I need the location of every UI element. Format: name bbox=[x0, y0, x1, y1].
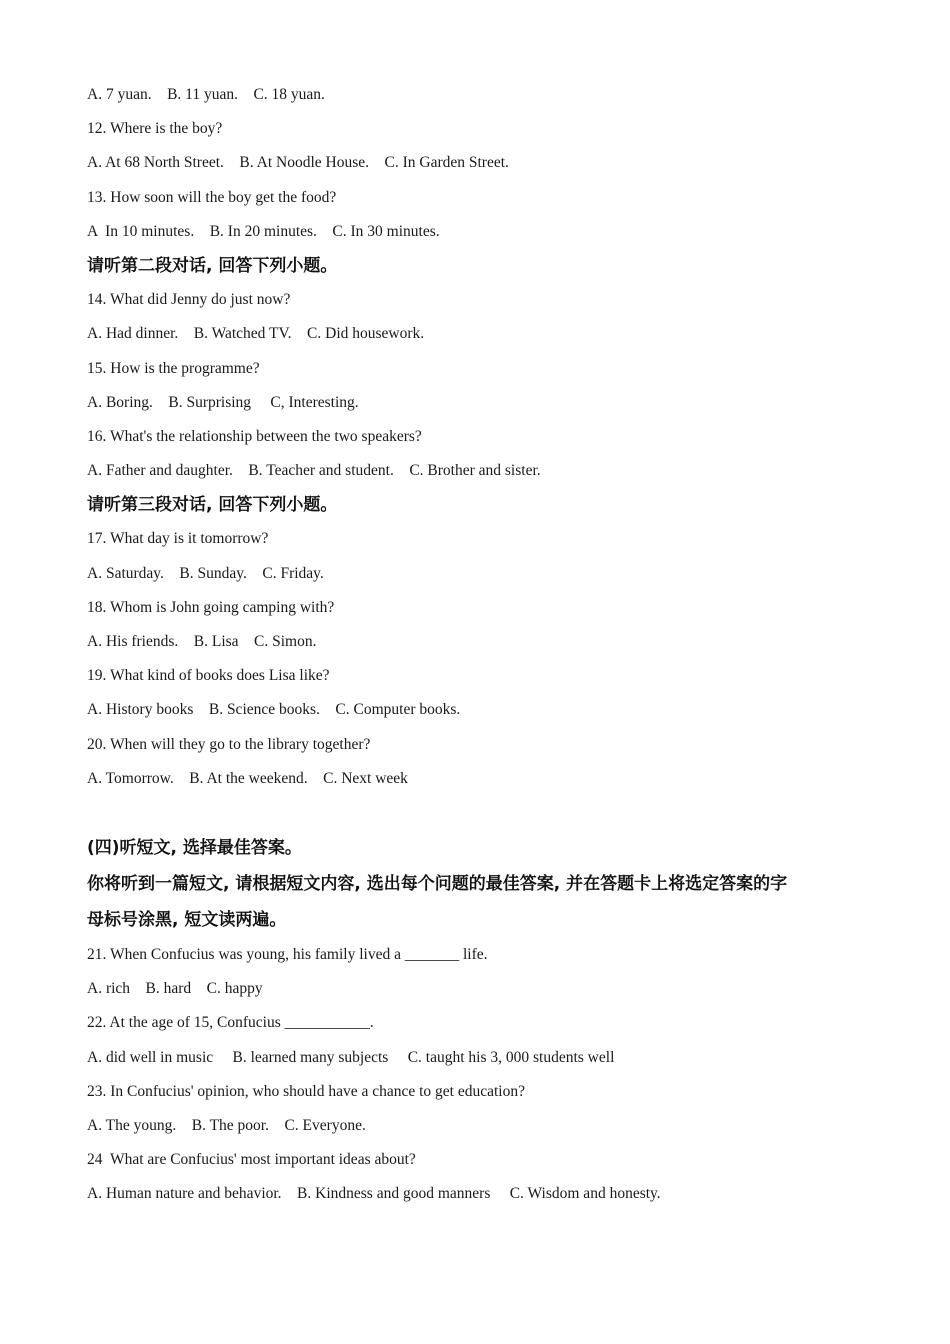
q24-options: A. Human nature and behavior. B. Kindness and good manners C. Wisdom and honesty. bbox=[87, 1185, 661, 1203]
q20-options: A. Tomorrow. B. At the weekend. C. Next week bbox=[87, 769, 408, 787]
q19-question: 19. What kind of books does Lisa like? bbox=[87, 667, 330, 685]
q21-question: 21. When Confucius was young, his family lived a _______ life. bbox=[87, 945, 488, 963]
q14-question: 14. What did Jenny do just now? bbox=[87, 291, 291, 309]
exam-page bbox=[87, 78, 887, 1211]
q21-options: A. rich B. hard C. happy bbox=[87, 980, 263, 998]
section-4-block bbox=[87, 830, 887, 1212]
q12-options: A. At 68 North Street. B. At Noodle House. C. In Garden Street. bbox=[87, 154, 509, 172]
q15-question: 15. How is the programme? bbox=[87, 359, 260, 377]
q12-question: 12. Where is the boy? bbox=[87, 120, 223, 138]
q13-options: A In 10 minutes. B. In 20 minutes. C. In 30 minutes. bbox=[87, 222, 440, 240]
q16-question: 16. What's the relationship between the two speakers? bbox=[87, 427, 422, 445]
q11-options: A. 7 yuan. B. 11 yuan. C. 18 yuan. bbox=[87, 86, 325, 103]
q16-options: A. Father and daughter. B. Teacher and student. C. Brother and sister. bbox=[87, 462, 541, 480]
q17-question: 17. What day is it tomorrow? bbox=[87, 530, 269, 548]
q22-question: 22. At the age of 15, Confucius ___________. bbox=[87, 1014, 374, 1032]
section-4-instruction-line2: 母标号涂黑, 短文读两遍。 bbox=[87, 909, 287, 930]
q20-question: 20. When will they go to the library together? bbox=[87, 735, 371, 753]
q19-options: A. History books B. Science books. C. Computer books. bbox=[87, 701, 461, 719]
dialogue-3-heading: 请听第三段对话, 回答下列小题。 bbox=[87, 495, 338, 516]
q14-options: A. Had dinner. B. Watched TV. C. Did housework. bbox=[87, 325, 425, 343]
section-gap bbox=[87, 796, 887, 830]
q18-options: A. His friends. B. Lisa C. Simon. bbox=[87, 633, 317, 650]
q23-question: 23. In Confucius' opinion, who should have a chance to get education? bbox=[87, 1082, 525, 1100]
q13-question: 13. How soon will the boy get the food? bbox=[87, 188, 337, 206]
section-4-instruction-line1: 你将听到一篇短文, 请根据短文内容, 选出每个问题的最佳答案, 并在答题卡上将选定答案的字 bbox=[87, 873, 788, 894]
q18-question: 18. Whom is John going camping with? bbox=[87, 598, 335, 616]
section-4-title: (四)听短文, 选择最佳答案。 bbox=[87, 837, 302, 858]
q17-options: A. Saturday. B. Sunday. C. Friday. bbox=[87, 564, 324, 582]
dialogue-2-heading: 请听第二段对话, 回答下列小题。 bbox=[87, 255, 338, 276]
listening-part3-block bbox=[87, 78, 887, 796]
q24-question: 24 What are Confucius' most important ideas about? bbox=[87, 1151, 416, 1169]
q23-options: A. The young. B. The poor. C. Everyone. bbox=[87, 1116, 366, 1134]
q22-options: A. did well in music B. learned many subjects C. taught his 3, 000 students well bbox=[87, 1048, 615, 1066]
q15-options: A. Boring. B. Surprising C, Interesting. bbox=[87, 393, 359, 411]
